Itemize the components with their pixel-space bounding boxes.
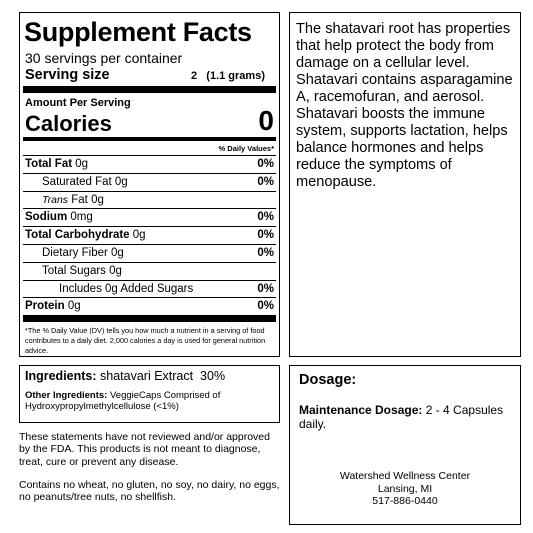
other-ingredients-value: VeggieCaps Comprised of Hydroxypropylmethylcellulose (<1%): [25, 390, 221, 412]
contact-name: Watershed Wellness Center: [339, 470, 471, 482]
nutrient-amount: 0mg: [67, 211, 93, 224]
daily-values-header: % Daily Values*: [23, 141, 276, 156]
nutrient-name: Total Sugars: [42, 264, 106, 277]
nutrient-pct: 0%: [257, 229, 274, 242]
allergen-statement: Contains no wheat, no gluten, no soy, no dairy, no eggs, no peanuts/tree nuts, no shellfish.: [19, 478, 280, 504]
contact-city: Lansing, MI: [377, 482, 433, 495]
servings-per-container: 30 servings per container: [25, 50, 183, 66]
serving-size-value: 2 (1.1 grams): [191, 70, 265, 82]
nutrient-name: Includes 0g Added Sugars: [59, 282, 194, 295]
product-description: The shatavari root has properties that help protect the body from damage on a cellular level. Shatavari contains asparagamine A, racemofuran, and aerosol. Shatavari boosts the immune system, supports lactation, helps balance hormones and helps reduce the symptoms of menopause.: [289, 12, 521, 357]
nutrient-name: Trans: [42, 193, 69, 206]
daily-value-footnote: *The % Daily Value (DV) tells you how much a nutrient in a serving of food contributes to a daily diet. 2,000 calories a day is used for general nutrition advice.: [25, 326, 266, 356]
maintenance-dosage-value: 2 - 4 Capsules daily.: [299, 403, 504, 431]
nutrient-pct: 0%: [257, 211, 274, 224]
thick-divider: [23, 86, 276, 93]
nutrient-name: Total Carbohydrate: [25, 229, 130, 242]
serving-size-row: [23, 67, 276, 83]
supplement-facts-panel: [19, 12, 280, 357]
contact-phone: 517-886-0440: [372, 495, 438, 507]
calories-value: 0: [258, 105, 274, 136]
fda-disclaimer: These statements have not reviewed and/or approved by the FDA. This products is not meant to diagnose, treat, cure or prevent any disease.: [19, 431, 270, 468]
ingredients-box: [19, 365, 280, 423]
nutrient-name: Saturated Fat: [42, 175, 112, 188]
ingredients-value: shatavari Extract 30%: [96, 369, 226, 383]
nutrient-row-dietary-fiber: [23, 245, 276, 263]
nutrient-row-trans-fat: [23, 192, 276, 210]
facts-title: Supplement Facts: [24, 17, 252, 47]
nutrient-row-saturated-fat: [23, 174, 276, 192]
contact-block: [290, 470, 520, 508]
maintenance-dosage: [299, 403, 511, 431]
nutrient-row-total-fat: [23, 156, 276, 174]
dosage-heading: Dosage:: [299, 372, 357, 388]
nutrient-name: Sodium: [25, 211, 68, 224]
nutrient-row-added-sugars: [23, 281, 276, 299]
nutrient-row-protein: [23, 298, 276, 315]
nutrient-row-sodium: [23, 209, 276, 227]
nutrient-pct: 0%: [257, 175, 274, 188]
nutrient-amount: 0g: [105, 264, 122, 277]
other-ingredients-label: Other Ingredients:: [25, 390, 108, 401]
nutrient-pct: 0%: [257, 158, 274, 170]
nutrient-name: Dietary Fiber: [42, 246, 108, 259]
nutrient-row-total-carbohydrate: [23, 227, 276, 245]
nutrient-pct: 0%: [257, 282, 274, 295]
dosage-box: [289, 365, 521, 525]
thick-divider-bottom: [23, 315, 276, 322]
nutrient-pct: 0%: [257, 246, 274, 259]
disclaimers: [19, 431, 281, 514]
nutrient-row-total-sugars: [23, 263, 276, 281]
calories-row: [23, 105, 276, 137]
nutrient-amount: 0g: [111, 175, 128, 188]
nutrient-amount: 0g: [64, 300, 81, 313]
nutrient-name: Total Fat: [25, 158, 73, 170]
other-ingredients-line: [25, 390, 274, 412]
nutrient-pct: 0%: [257, 300, 274, 313]
nutrient-amount: 0g: [129, 229, 146, 242]
serving-size-label: Serving size: [25, 67, 110, 83]
calories-label: Calories: [25, 111, 112, 136]
nutrient-amount: Fat 0g: [68, 193, 104, 206]
maintenance-dosage-label: Maintenance Dosage:: [299, 403, 423, 417]
amount-per-serving: Amount Per Serving: [25, 97, 131, 109]
nutrient-amount: 0g: [72, 158, 89, 170]
nutrient-amount: 0g: [107, 246, 124, 259]
ingredients-label: Ingredients:: [25, 369, 97, 383]
nutrient-name: Protein: [25, 300, 65, 313]
ingredients-line: [25, 369, 274, 383]
